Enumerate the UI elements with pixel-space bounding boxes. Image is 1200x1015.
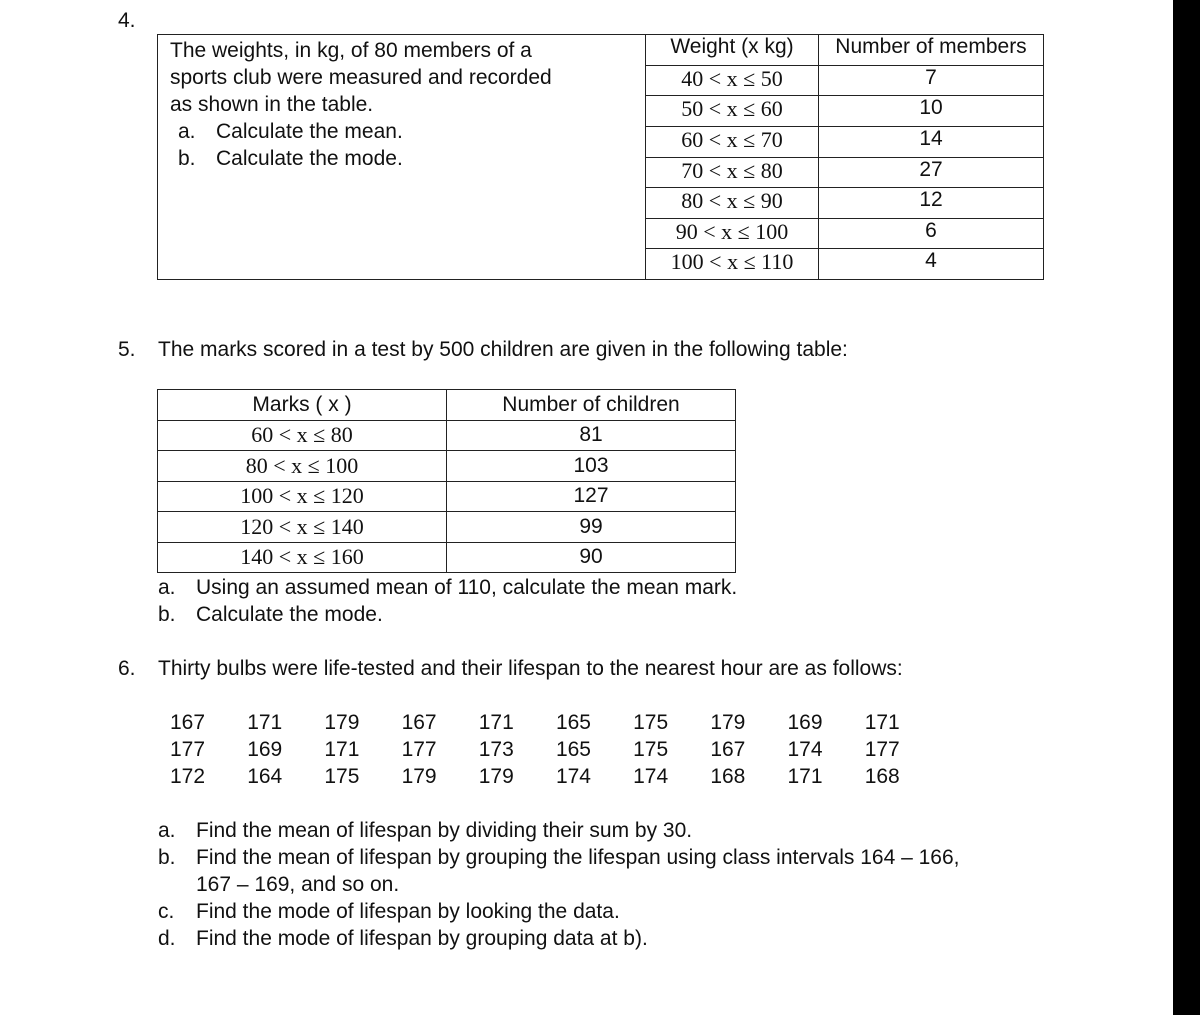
q6-part-c: c. Find the mode of lifespan by looking the data. [158,900,620,923]
question-5-intro: The marks scored in a test by 500 children are given in the following table: [158,338,848,361]
q5-interval: 100 < x ≤ 120 [158,481,447,512]
data-value: 179 [710,711,746,734]
q4-count: 10 [819,96,1044,127]
q6-part-a: a. Find the mean of lifespan by dividing their sum by 30. [158,819,693,842]
question-6 [118,656,903,682]
data-value: 179 [401,765,437,788]
q5-header-children: Number of children [447,390,736,421]
table-row [158,512,736,543]
data-value: 173 [478,738,514,761]
q4-interval: 40 < x ≤ 50 [646,65,819,96]
q6-part-b: b. Find the mean of lifespan by grouping the lifespan using class intervals 164 – 166, [158,846,960,869]
question-5-number: 5. [118,338,136,361]
q4-header-members: Number of members [819,35,1044,66]
q5-count: 81 [447,420,736,451]
q4-count: 7 [819,65,1044,96]
data-value: 175 [633,711,669,734]
scrollbar-edge [1173,0,1200,1015]
data-value: 168 [864,765,900,788]
data-value: 179 [324,711,360,734]
q5-part-b: b. Calculate the mode. [158,603,383,626]
q4-count: 27 [819,157,1044,188]
table-row [158,420,736,451]
data-row [170,763,942,790]
q5-count: 103 [447,451,736,482]
data-value: 168 [710,765,746,788]
data-value: 177 [864,738,900,761]
question-5 [118,337,848,363]
q5-part-a: a. Using an assumed mean of 110, calculate the mean mark. [158,576,738,599]
data-value: 171 [787,765,823,788]
data-value: 167 [170,711,206,734]
q6-part-b-continued: 167 – 169, and so on. [196,873,400,896]
data-value: 172 [170,765,206,788]
q5-table [157,389,736,573]
q4-description-cell [158,35,646,280]
data-value: 177 [170,738,206,761]
data-value: 164 [247,765,283,788]
data-row [170,709,942,736]
data-value: 165 [555,738,591,761]
data-value: 174 [555,765,591,788]
q4-description-line: The weights, in kg, of 80 members of a [170,39,532,62]
q4-description-line: as shown in the table. [170,93,374,116]
q5-count: 99 [447,512,736,543]
q4-part-b: b. Calculate the mode. [178,147,403,170]
q4-header-weight: Weight (x kg) [646,35,819,66]
q5-interval: 80 < x ≤ 100 [158,451,447,482]
q4-interval: 70 < x ≤ 80 [646,157,819,188]
q4-count: 4 [819,249,1044,280]
data-value: 179 [478,765,514,788]
data-value: 171 [864,711,900,734]
data-value: 175 [324,765,360,788]
q4-interval: 90 < x ≤ 100 [646,218,819,249]
question-6-number: 6. [118,657,136,680]
data-value: 171 [478,711,514,734]
data-value: 171 [247,711,283,734]
data-value: 174 [787,738,823,761]
q4-table [157,34,1044,280]
table-row [158,542,736,573]
q5-header-marks: Marks ( x ) [158,390,447,421]
q5-count: 127 [447,481,736,512]
q5-interval: 140 < x ≤ 160 [158,542,447,573]
q4-description-line: sports club were measured and recorded [170,66,552,89]
q4-interval: 80 < x ≤ 90 [646,188,819,219]
question-4-number: 4. [118,9,136,32]
data-value: 167 [710,738,746,761]
q4-count: 12 [819,188,1044,219]
data-value: 171 [324,738,360,761]
q4-interval: 50 < x ≤ 60 [646,96,819,127]
q4-count: 14 [819,126,1044,157]
data-row [170,736,942,763]
data-value: 169 [787,711,823,734]
table-row [158,481,736,512]
data-value: 175 [633,738,669,761]
table-row [158,451,736,482]
q5-count: 90 [447,542,736,573]
q4-interval: 60 < x ≤ 70 [646,126,819,157]
question-6-intro: Thirty bulbs were life-tested and their lifespan to the nearest hour are as follows: [158,657,903,680]
data-value: 177 [401,738,437,761]
q6-part-d: d. Find the mode of lifespan by grouping data at b). [158,927,648,950]
data-value: 165 [555,711,591,734]
q4-count: 6 [819,218,1044,249]
q4-part-a: a. Calculate the mean. [178,120,403,143]
data-value: 169 [247,738,283,761]
q4-interval: 100 < x ≤ 110 [646,249,819,280]
data-value: 167 [401,711,437,734]
lifespan-data-grid [170,709,942,790]
data-value: 174 [633,765,669,788]
q5-interval: 60 < x ≤ 80 [158,420,447,451]
q5-interval: 120 < x ≤ 140 [158,512,447,543]
